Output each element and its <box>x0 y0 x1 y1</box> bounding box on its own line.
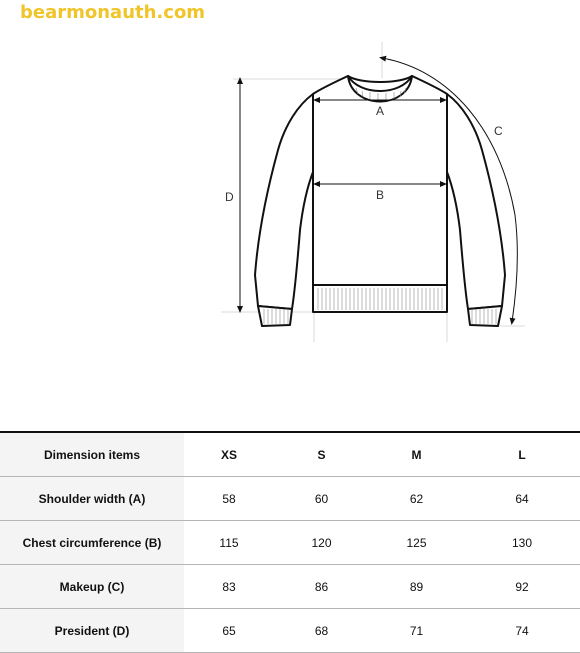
header-dimension-items: Dimension items <box>0 432 184 477</box>
table-row <box>0 565 580 609</box>
size-chart-table <box>0 431 580 653</box>
header-size-s: S <box>274 432 369 477</box>
table-row <box>0 609 580 653</box>
label-a: A <box>376 104 385 118</box>
table-cell: 71 <box>369 609 464 653</box>
table-cell: 60 <box>274 477 369 521</box>
table-cell: 74 <box>464 609 580 653</box>
table-row <box>0 477 580 521</box>
table-cell: 64 <box>464 477 580 521</box>
row-label: President (D) <box>0 609 184 653</box>
header-size-m: M <box>369 432 464 477</box>
table-cell: 65 <box>184 609 274 653</box>
label-c: C <box>494 124 503 138</box>
table-header-row <box>0 432 580 477</box>
table-cell: 130 <box>464 521 580 565</box>
watermark-text: bearmonauth.com <box>20 2 206 23</box>
header-size-xs: XS <box>184 432 274 477</box>
table-cell: 58 <box>184 477 274 521</box>
header-size-l: L <box>464 432 580 477</box>
table-cell: 125 <box>369 521 464 565</box>
table-cell: 68 <box>274 609 369 653</box>
table-cell: 92 <box>464 565 580 609</box>
label-d: D <box>225 190 234 204</box>
row-label: Shoulder width (A) <box>0 477 184 521</box>
table-cell: 115 <box>184 521 274 565</box>
table-cell: 86 <box>274 565 369 609</box>
table-cell: 89 <box>369 565 464 609</box>
table-cell: 83 <box>184 565 274 609</box>
table-row <box>0 521 580 565</box>
row-label: Makeup (C) <box>0 565 184 609</box>
table-cell: 120 <box>274 521 369 565</box>
label-b: B <box>376 188 385 202</box>
table-cell: 62 <box>369 477 464 521</box>
row-label: Chest circumference (B) <box>0 521 184 565</box>
